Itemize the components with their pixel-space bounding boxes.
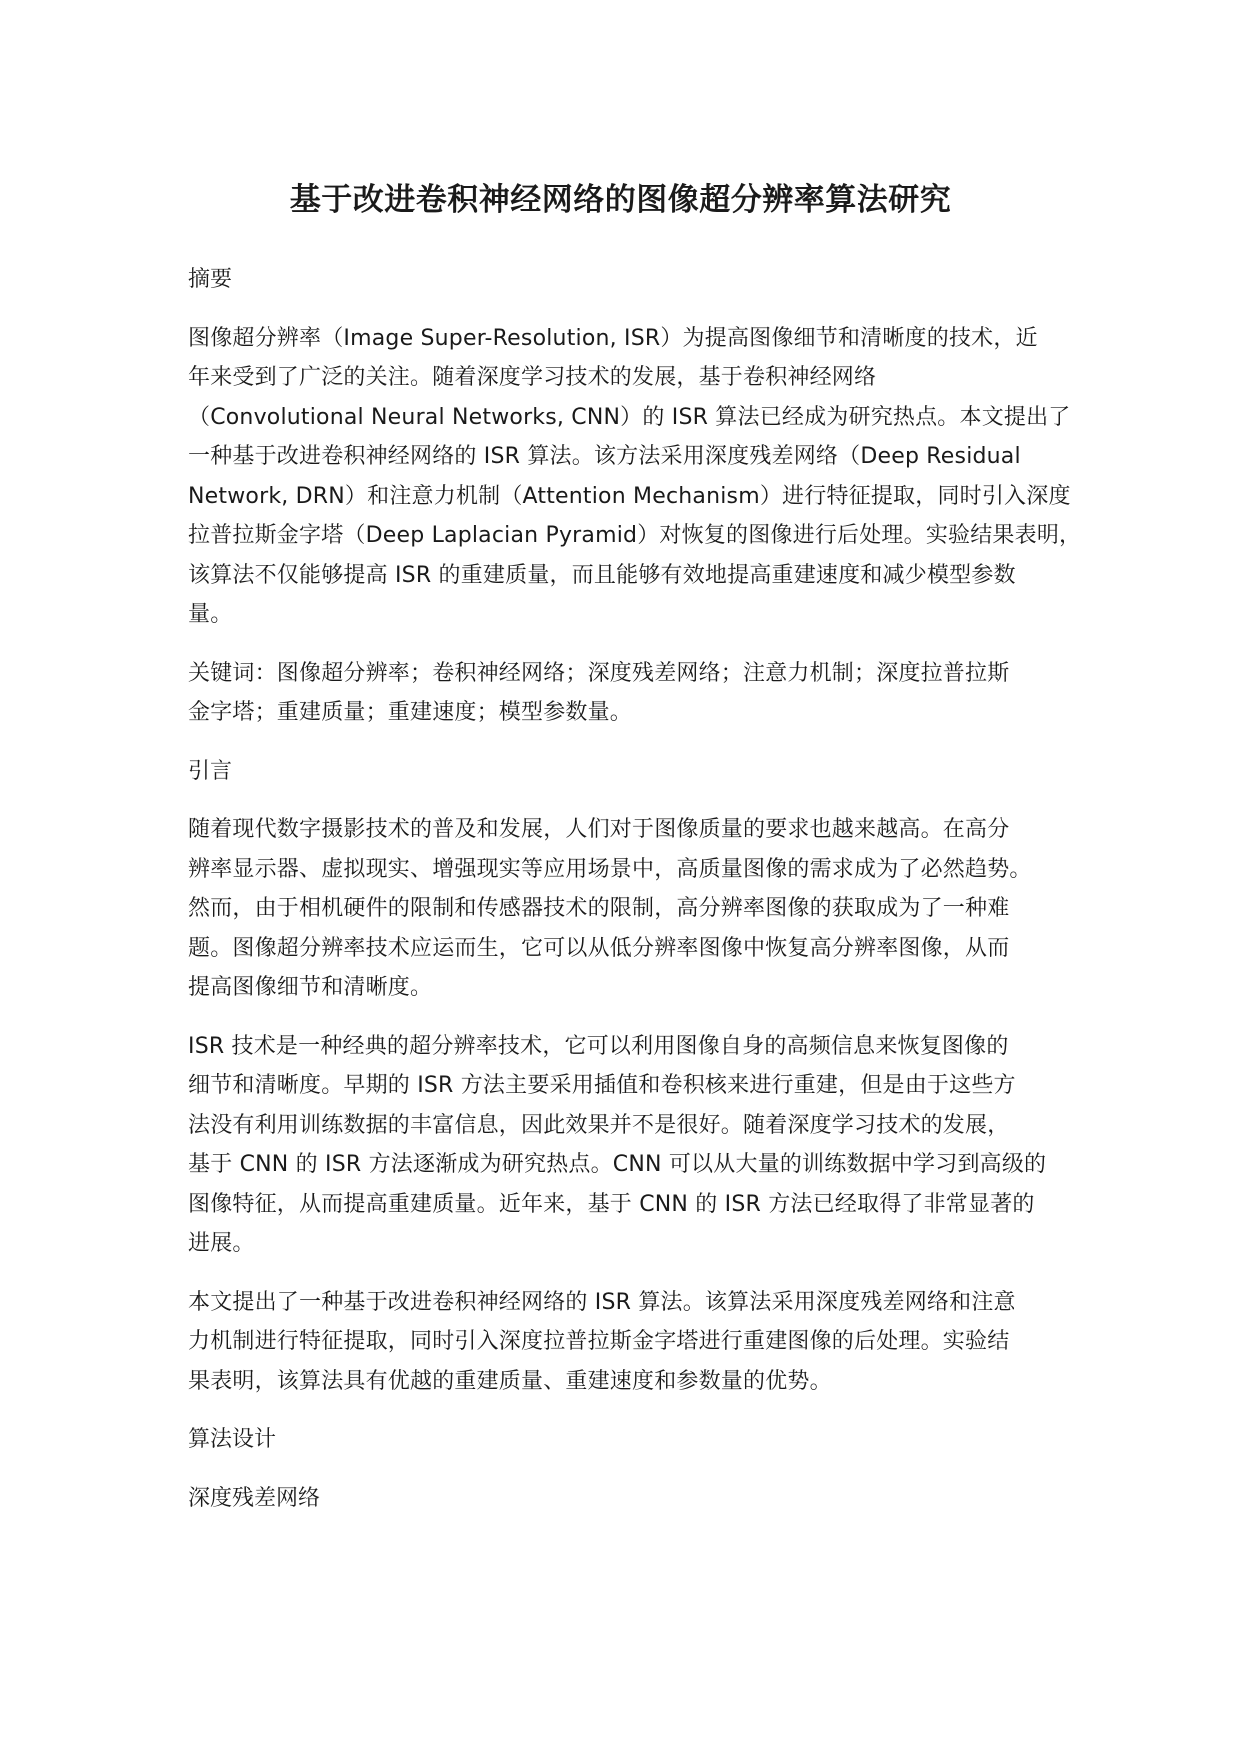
document-title: 基于改进卷积神经网络的图像超分辨率算法研究 <box>289 182 952 218</box>
paragraph-line: 基于 CNN 的 ISR 方法逐渐成为研究热点。CNN 可以从大量的训练数据中学习到高级的 <box>188 1152 1047 1177</box>
introduction-paragraph-1 <box>188 810 1053 1008</box>
paragraph-line: 提高图像细节和清晰度。 <box>188 975 433 1000</box>
abstract-line: 年来受到了广泛的关注。随着深度学习技术的发展，基于卷积神经网络 <box>188 365 877 390</box>
abstract-paragraph <box>188 319 1082 635</box>
abstract-line: 该算法不仅能够提高 ISR 的重建质量，而且能够有效地提高重建速度和减少模型参数 <box>188 562 1016 588</box>
paragraph-line: 辨率显示器、虚拟现实、增强现实等应用场景中，高质量图像的需求成为了必然趋势。 <box>188 856 1032 882</box>
paragraph-line: 进展。 <box>188 1231 255 1256</box>
keywords-line: 关键词：图像超分辨率；卷积神经网络；深度残差网络；注意力机制；深度拉普拉斯 <box>188 660 1010 686</box>
abstract-line: （Convolutional Neural Networks, CNN）的 ISR 算法已经成为研究热点。本文提出了 <box>188 404 1071 430</box>
abstract-line: 拉普拉斯金字塔（Deep Laplacian Pyramid）对恢复的图像进行后处理。实验结果表明， <box>188 523 1082 548</box>
keywords-paragraph <box>188 654 1053 733</box>
paragraph-line: 然而，由于相机硬件的限制和传感器技术的限制，高分辨率图像的获取成为了一种难 <box>188 896 1010 921</box>
abstract-line: 一种基于改进卷积神经网络的 ISR 算法。该方法采用深度残差网络（Deep Residual <box>188 444 1021 469</box>
paragraph-line: 细节和清晰度。早期的 ISR 方法主要采用插值和卷积核来进行重建，但是由于这些方 <box>188 1073 1016 1098</box>
abstract-line: 量。 <box>188 602 233 627</box>
paragraph-line: 随着现代数字摄影技术的普及和发展，人们对于图像质量的要求也越来越高。在高分 <box>188 817 1010 842</box>
introduction-paragraph-3 <box>188 1283 1053 1402</box>
keywords-line: 金字塔；重建质量；重建速度；模型参数量。 <box>188 700 633 725</box>
paragraph-line: 果表明，该算法具有优越的重建质量、重建速度和参数量的优势。 <box>188 1368 832 1394</box>
abstract-heading: 摘要 <box>188 267 233 292</box>
paragraph-line: ISR 技术是一种经典的超分辨率技术，它可以利用图像自身的高频信息来恢复图像的 <box>188 1033 1009 1059</box>
paragraph-line: 本文提出了一种基于改进卷积神经网络的 ISR 算法。该算法采用深度残差网络和注意 <box>188 1289 1016 1315</box>
paragraph-line: 力机制进行特征提取，同时引入深度拉普拉斯金字塔进行重建图像的后处理。实验结 <box>188 1329 1010 1354</box>
paragraph-line: 题。图像超分辨率技术应运而生，它可以从低分辨率图像中恢复高分辨率图像，从而 <box>188 935 1010 961</box>
paragraph-line: 图像特征，从而提高重建质量。近年来，基于 CNN 的 ISR 方法已经取得了非常显著的 <box>188 1191 1035 1217</box>
deep-residual-network-subheading: 深度残差网络 <box>188 1485 321 1511</box>
introduction-heading: 引言 <box>188 758 233 784</box>
introduction-paragraph-2 <box>188 1027 1053 1264</box>
abstract-line: Network, DRN）和注意力机制（Attention Mechanism）进行特征提取，同时引入深度 <box>188 483 1071 509</box>
algorithm-design-heading: 算法设计 <box>188 1427 277 1452</box>
abstract-line: 图像超分辨率（Image Super-Resolution, ISR）为提高图像细节和清晰度的技术，近 <box>188 325 1038 351</box>
paragraph-line: 法没有利用训练数据的丰富信息，因此效果并不是很好。随着深度学习技术的发展， <box>188 1112 1010 1138</box>
